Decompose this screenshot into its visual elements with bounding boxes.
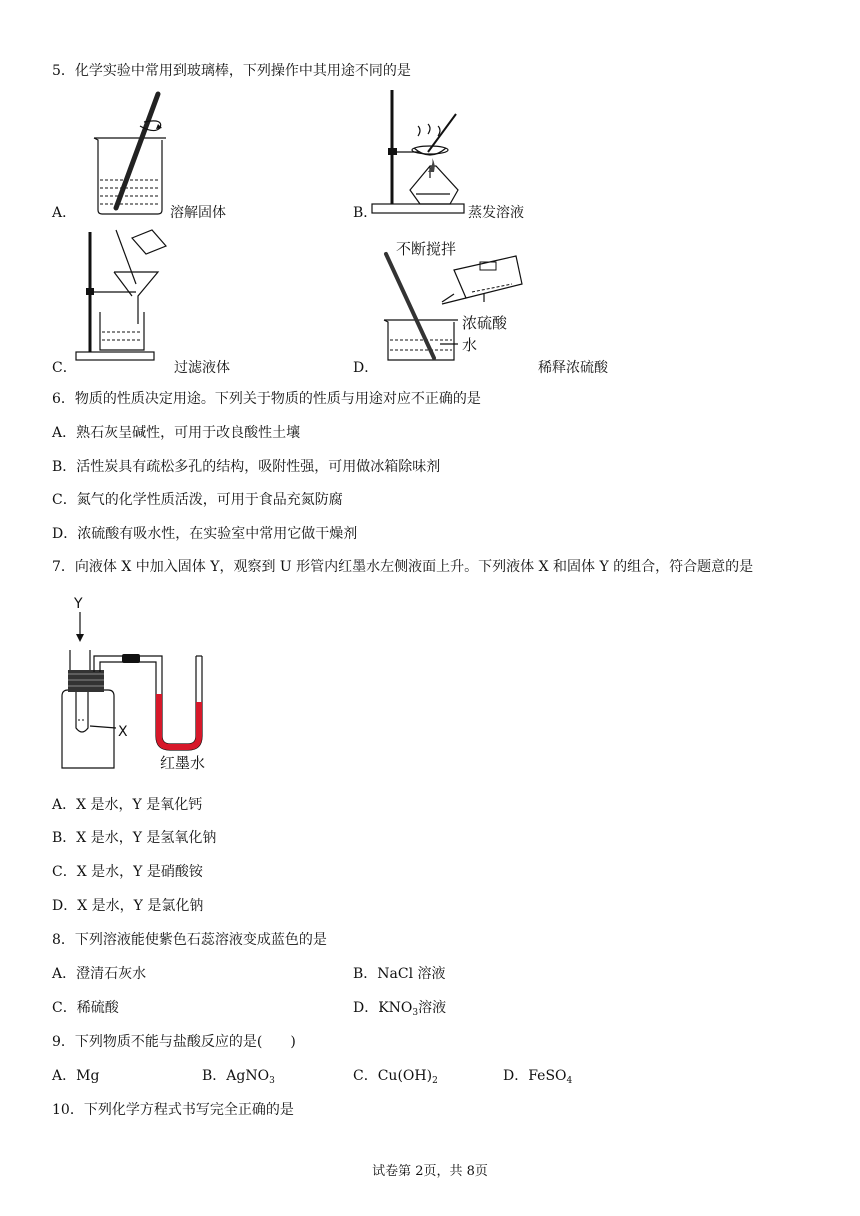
q6-stem: 6．物质的性质决定用途。下列关于物质的性质与用途对应不正确的是 — [52, 391, 481, 407]
q7-figure-x-label: X — [118, 724, 128, 740]
q7-option-c: C．X 是水，Y 是硝酸铵 — [52, 864, 203, 880]
q8-option-d-subscript: 3 — [412, 1008, 419, 1018]
q5-option-d-letter: D． — [353, 360, 379, 376]
q5-option-c-caption: 过滤液体 — [174, 360, 230, 376]
q8-option-d-prefix: D．KNO — [353, 1000, 413, 1016]
q8-option-c: C．稀硫酸 — [52, 1000, 119, 1016]
q9-option-c-subscript: 2 — [432, 1076, 438, 1086]
q5-figure-d — [380, 240, 530, 370]
q8-option-b: B．NaCl 溶液 — [353, 966, 446, 982]
q6-option-d: D．浓硫酸有吸水性，在实验室中常用它做干燥剂 — [52, 526, 358, 542]
q10-stem: 10．下列化学方程式书写完全正确的是 — [52, 1102, 294, 1118]
q6-option-c: C．氮气的化学性质活泼，可用于食品充氮防腐 — [52, 492, 343, 508]
q7-figure-ink-label: 红墨水 — [160, 754, 206, 772]
q5-stem: 5．化学实验中常用到玻璃棒，下列操作中其用途不同的是 — [52, 63, 411, 79]
q7-option-b: B．X 是水，Y 是氢氧化钠 — [52, 830, 217, 846]
q9-option-c-prefix: C．Cu(OH) — [353, 1068, 433, 1084]
q9-option-b-prefix: B．AgNO — [202, 1068, 270, 1084]
q8-stem: 8．下列溶液能使紫色石蕊溶液变成蓝色的是 — [52, 932, 327, 948]
q7-option-d: D．X 是水，Y 是氯化钠 — [52, 898, 204, 914]
q5-option-b-caption: 蒸发溶液 — [468, 205, 524, 221]
q9-option-b — [202, 1065, 275, 1086]
q9-stem: 9．下列物质不能与盐酸反应的是( ) — [52, 1034, 296, 1050]
q5-option-c-letter: C． — [52, 360, 77, 376]
q5-figure-a — [86, 88, 196, 218]
q8-option-d — [353, 997, 446, 1018]
q9-option-c — [353, 1065, 438, 1086]
q7-option-a: A．X 是水，Y 是氧化钙 — [52, 797, 203, 813]
q9-option-d-subscript: 4 — [566, 1076, 573, 1086]
q5-option-a-caption: 溶解固体 — [170, 205, 226, 221]
q5-option-d-caption: 稀释浓硫酸 — [538, 360, 608, 376]
q8-option-a: A．澄清石灰水 — [52, 966, 147, 982]
q9-option-d — [503, 1065, 572, 1086]
q5-option-a-letter: A． — [52, 205, 77, 221]
q8-option-d-suffix: 溶液 — [418, 1000, 447, 1016]
q9-option-b-subscript: 3 — [269, 1076, 275, 1086]
q5-figure-b — [370, 86, 480, 216]
q5-figure-c — [74, 228, 184, 363]
q5-figure-d-water-label: 水 — [462, 336, 478, 354]
q7-figure — [56, 598, 236, 773]
page-footer: 试卷第 2页，共 8页 — [372, 1164, 488, 1179]
q7-stem: 7．向液体 X 中加入固体 Y，观察到 U 形管内红墨水左侧液面上升。下列液体 X 和固体 Y 的组合，符合题意的是 — [52, 559, 754, 575]
q6-option-a: A．熟石灰呈碱性，可用于改良酸性土壤 — [52, 425, 301, 441]
q6-option-b: B．活性炭具有疏松多孔的结构，吸附性强，可用做冰箱除味剂 — [52, 459, 441, 475]
q7-figure-y-label: Y — [74, 596, 83, 612]
q9-option-a: A．Mg — [52, 1068, 100, 1084]
q5-figure-d-stir-label: 不断搅拌 — [396, 240, 457, 258]
q5-option-b-letter: B． — [353, 205, 378, 221]
q5-figure-d-acid-label: 浓硫酸 — [462, 314, 508, 332]
q9-option-d-prefix: D．FeSO — [503, 1068, 567, 1084]
